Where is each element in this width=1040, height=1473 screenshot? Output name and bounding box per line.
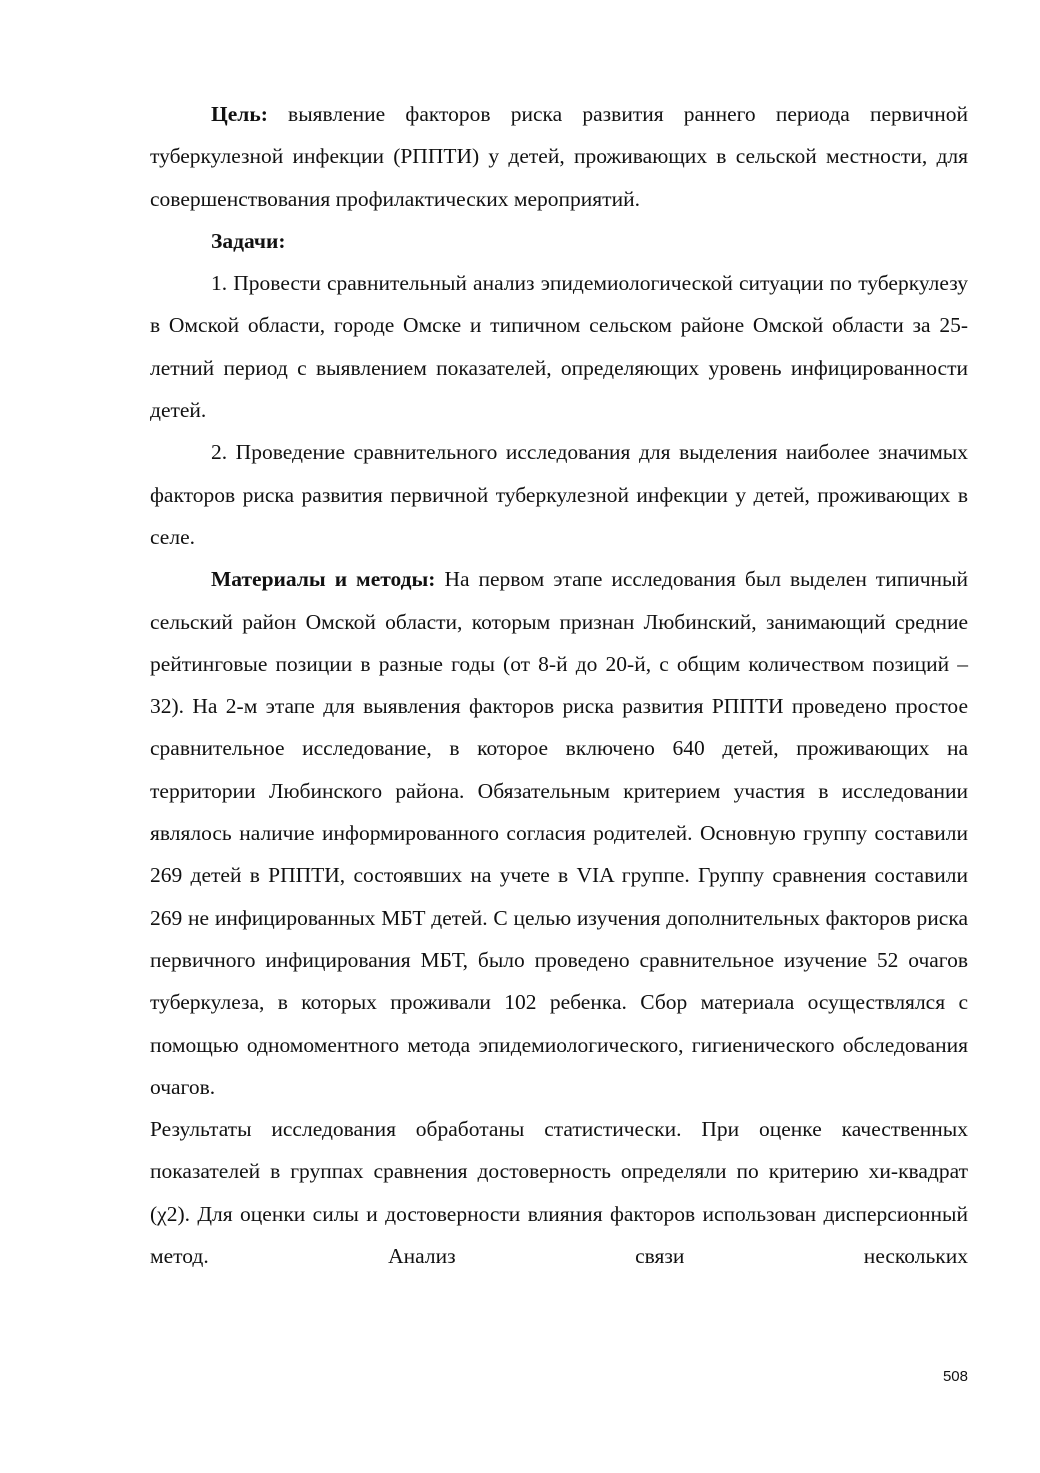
goal-label: Цель: bbox=[211, 102, 268, 126]
methods-text: На первом этапе исследования был выделен типичный сельский район Омской области, которым признан Любинский, занимающий средние рейтинговые позиции в разные годы (от 8-й до 20-й, с общим количеством позиций – 32). На 2-м этапе для выявления факторов риска развития РППТИ проведено простое сравнительное исследование, в которое включено 640 детей, проживающих на территории Любинского района. Обязательным критерием участия в исследовании являлось наличие информированного согласия родителей. Основную группу составили 269 детей в РППТИ, состоявших на учете в VIA группе. Группу сравнения составили 269 не инфицированных МБТ детей. С целью изучения дополнительных факторов риска первичного инфицирования МБТ, было проведено сравнительное изучение 52 очагов туберкулеза, в которых проживали 102 ребенка. Сбор материала осуществлялся с помощью одномоментного метода эпидемиологического, гигиенического обследования очагов. bbox=[150, 567, 968, 1099]
page-number: 508 bbox=[942, 1368, 968, 1385]
task-item-2: 2. Проведение сравнительного исследования для выделения наиболее значимых факторов риска развития первичной туберкулезной инфекции у детей, проживающих в селе. bbox=[150, 440, 968, 549]
goal-paragraph bbox=[150, 93, 968, 220]
task-item-1: 1. Провести сравнительный анализ эпидемиологической ситуации по туберкулезу в Омской области, городе Омске и типичном сельском районе Омской области за 25-летний период с выявлением показателей, определяющих уровень инфицированности детей. bbox=[150, 271, 968, 423]
document-page bbox=[150, 93, 968, 1277]
methods-paragraph bbox=[150, 558, 968, 1108]
methods-label: Материалы и методы: bbox=[211, 567, 436, 592]
results-paragraph: Результаты исследования обработаны статистически. При оценке качественных показателей в группах сравнения достоверность определяли по критерию хи-квадрат (χ2). Для оценки силы и достоверности влияния факторов использован дисперсионный метод. Анализ связи нескольких bbox=[150, 1117, 968, 1269]
tasks-heading: Задачи: bbox=[211, 228, 286, 253]
goal-text: выявление факторов риска развития раннего периода первичной туберкулезной инфекции (РППТИ) у детей, проживающих в сельской местности, для совершенствования профилактических мероприятий. bbox=[150, 102, 968, 211]
